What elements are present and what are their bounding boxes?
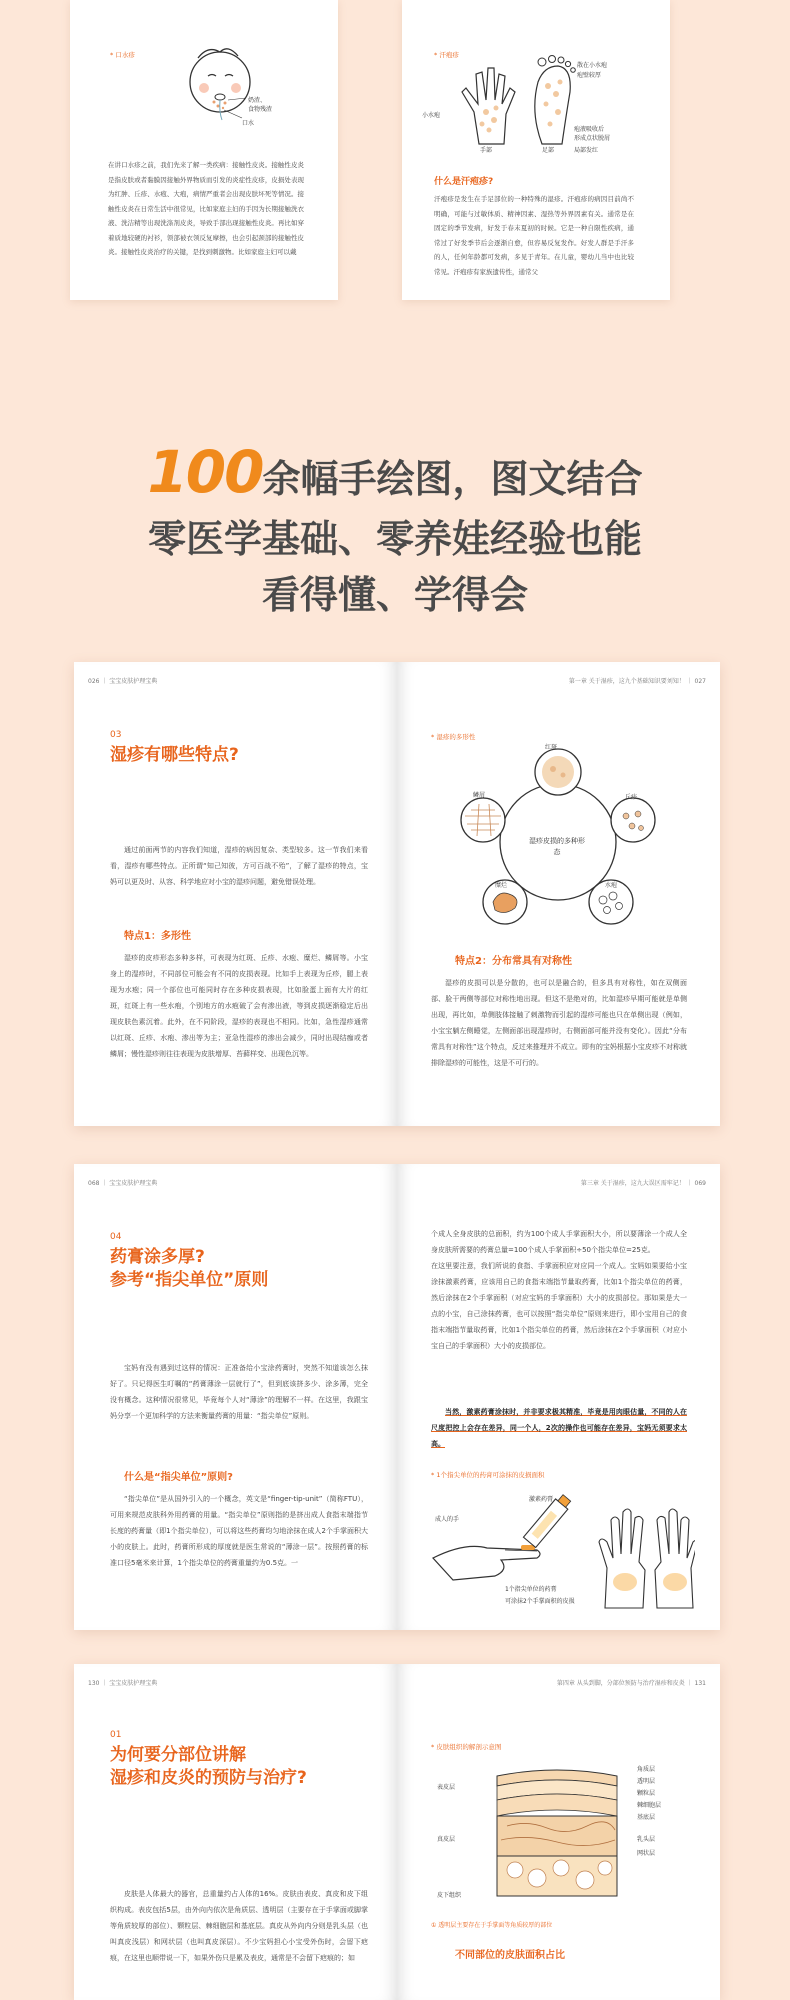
book-spread-eczema-features xyxy=(74,662,720,1126)
layer-label: 网状层 xyxy=(637,1850,656,1857)
running-head: 第一章 关于湿疹，这九个基础知识要刘知！ ｜ 027 xyxy=(568,678,706,685)
running-head: 第三章 关于湿疹，这九大误区需牢记！ ｜ 069 xyxy=(580,1180,706,1187)
continued-text: 个成人全身皮肤的总面积，约为100个成人手掌面积大小，所以要薄涂一个成人全身皮肤所需要的药膏总量=100个成人手掌面积÷50个指尖单位=25克。 在这里要注意，我们所说的食指、手掌面积应对应同一个成人。宝妈如果要给小宝涂抹激素药膏，应该用自己的食指末端指节量取药膏，比如1个指尖单位的药膏，然后涂抹在2个手掌面积（对应宝妈的手掌面积）大小的皮损部位。那如果是大一点的小宝，自己涂抹药膏，也可以按照“指尖单位”原则来进行，即小宝用自己的食指末端指节量取药膏，比如1个指尖单位的药膏，然后涂抹在2个手掌面积（对应小宝自己的手掌面积）大小的皮损部位。 xyxy=(431,1230,687,1350)
section-number: 04 xyxy=(110,1232,122,1242)
annotation: 口水 xyxy=(242,120,255,127)
point-2-heading: 特点2：分布常具有对称性 xyxy=(455,956,572,967)
emphasis-text: 当然，激素药膏涂抹时，并非要求极其精准，毕竟是用肉眼估量，不同的人在尺度把控上会存在差异，同一个人，2次的操作也可能存在差异，宝妈无须要求太高。 xyxy=(431,1408,687,1448)
body-text: 汗疱疹是发生在手足部位的一种特殊的湿疹。汗疱疹的病因目前尚不明确，可能与过敏体质、精神因素、湿热等外界因素有关。通常是在固定的季节发病，好发于春末夏初的时候。它是一种自限性疾病，通常过了好发季节后会逐渐自愈，但容易反复发作。好发人群是手汗多的人，任何年龄都可发病，多见于青年。在儿童，婴幼儿当中也比较常见。汗疱疹有家族遗传性，通常父 xyxy=(434,195,634,276)
top-left-page xyxy=(70,0,338,300)
layer-label: 表皮层 xyxy=(437,1784,456,1791)
annotation: 散在小水疱 xyxy=(577,62,608,69)
fig-label: * 湿疹的多形性 xyxy=(431,733,476,741)
top-right-page xyxy=(402,0,670,300)
section-title-line-2: 湿疹和皮炎的预防与治疗? xyxy=(110,1768,307,1788)
section-title-line-1: 药膏涂多厚? xyxy=(110,1247,205,1267)
skin-layers-diagram xyxy=(487,1756,627,1906)
annotation: 形成点状脱屑 xyxy=(574,135,611,142)
fig-label: * 1个指尖单位的药膏可涂抹的皮损面积 xyxy=(431,1471,545,1479)
annotation: 可涂抹2个手掌面积的皮损 xyxy=(505,1598,575,1605)
fig-label: * 汗疱疹 xyxy=(434,51,459,59)
annotation: 小水疱 xyxy=(422,112,441,119)
layer-label: 皮下组织 xyxy=(437,1892,462,1899)
sub-heading: 什么是“指尖单位”原则? xyxy=(124,1472,233,1483)
sub-heading: 不同部位的皮肤面积占比 xyxy=(455,1950,565,1961)
layer-label: 真皮层 xyxy=(437,1836,456,1843)
intro-text: 宝妈有没有遇到过这样的情况：正准备给小宝涂药膏时，突然不知道该怎么抹好了。只记得医生叮嘱的“药膏薄涂一层就行了”，但到底该挤多少、涂多薄，完全没有概念。这种情况很常见，毕竟每个人对“薄涂”的理解不一样。在这里，我跟宝妈分享一个更加科学的方法来衡量药膏的用量：“指尖单位”原则。 xyxy=(110,1364,368,1420)
right-page xyxy=(397,1164,720,1630)
annotation: 手部 xyxy=(480,147,493,154)
headline-line-3: 看得懂、学得会 xyxy=(261,573,528,617)
annotation: 局部发红 xyxy=(574,147,599,154)
running-head: 068 ｜ 宝宝皮肤护理宝典 xyxy=(88,1180,158,1187)
headline-line-1-text: 余幅手绘图，图文结合 xyxy=(262,457,643,501)
running-head: 026 ｜ 宝宝皮肤护理宝典 xyxy=(88,678,158,685)
section-title-line-2: 参考“指尖单位”原则 xyxy=(110,1270,269,1290)
left-page xyxy=(74,1664,397,2000)
fig-label: * 皮肤组织的解剖示意图 xyxy=(431,1743,502,1751)
annotation: 足部 xyxy=(542,147,555,154)
circle-qiuzhen xyxy=(611,798,655,842)
layer-label: 颗粒层 xyxy=(637,1790,656,1797)
headline-line-2: 零医学基础、零养娃经验也能 xyxy=(147,517,642,561)
label-mieran: 糜烂 xyxy=(495,882,508,889)
section-number: 03 xyxy=(110,730,122,740)
annotation: 奶渣、 xyxy=(248,97,267,104)
section-number: 01 xyxy=(110,1730,122,1740)
diagram-note: ① 透明层主要存在于手掌面等角质较厚的部位 xyxy=(431,1922,553,1929)
point-2-text: 湿疹的皮损可以是分散的，也可以是融合的，但多具有对称性，如在双侧面部、脸干两侧等部位对称性地出现。但这不是绝对的，比如湿疹早期可能就是单侧出现，再比如，单侧肢体接触了刺激物而引起的湿疹可能也只在单侧出现（例如，小宝宝躺左侧睡觉，左侧面部出现湿疹时，右侧面部可能并没有变化）。因此“分布常具有对称性”这个特点，反过来推理并不成立。即有的宝妈根据小宝皮疹不对称就排除湿疹的可能性，这是不可行的。 xyxy=(431,979,687,1067)
sub-text: “指尖单位”是从国外引入的一个概念，英文是“finger-tip-unit”（简称FTU），可用来规范皮肤科外用药膏的用量。“指尖单位”原则指的是挤出成人食指末端指节长度的药膏量（即1个指尖单位），可以将这些药膏均匀地涂抹在成人2个手掌面积大小的皮肤上。此时，药膏所形成的厚度就是医生常说的“薄涂一层”。按照药膏的标准口径5毫米来计算，1个指尖单位的药膏重量约为0.5克。一 xyxy=(110,1495,368,1567)
annotation: 成人的手 xyxy=(435,1516,460,1523)
subtitle: 什么是汗疱疹? xyxy=(434,177,494,187)
label-hongban: 红斑 xyxy=(545,744,558,751)
section-title: 湿疹有哪些特点? xyxy=(110,745,239,765)
section-title-line-1: 为何要分部位讲解 xyxy=(110,1745,246,1765)
annotation: 疱壁较厚 xyxy=(577,72,602,79)
point-1-heading: 特点1：多形性 xyxy=(124,931,191,942)
book-spread-fingertip-unit xyxy=(74,1164,720,1630)
body-text: 在讲口水疹之前，我们先来了解一类疾病：接触性皮炎。接触性皮炎是指皮肤或者黏膜因接触外界物质而引发的炎症性皮疹，皮损处表现为红肿、丘疹、水疱、大疱，病情严重者会出现皮肤坏死等情况。接触性皮炎在日常生活中很常见，比如家庭主妇的手因为长期接触洗衣液、洗洁精等出现洗涤剂皮炎，导致手部出现接触性皮炎。再比如穿着质地较硬的衬衫，领部被衣领反复摩擦，也会引起颈部的接触性皮炎。接触性皮炎治疗的关键，是找到刺激物。比如家庭主妇可以戴 xyxy=(108,161,304,256)
annotation: 疱液吸收后 xyxy=(574,126,605,133)
annotation: 1个指尖单位的药膏 xyxy=(505,1586,557,1593)
center-text: 湿疹皮损的多种形态 xyxy=(529,837,585,856)
label-qiuzhen: 丘疹 xyxy=(625,794,638,801)
label-shuipao: 水疱 xyxy=(605,882,618,889)
intro-text: 通过前面两节的内容我们知道，湿疹的病因复杂、类型较多。这一节我们来看看，湿疹有哪些特点。正所谓“知己知彼，方可百战不殆”，了解了湿疹的特点，宝妈可以更及时、从容、科学地应对小宝的湿疹问题，避免错误处理。 xyxy=(110,846,368,886)
intro-text: 皮肤是人体最大的器官，总重量约占人体的16%。皮肤由表皮、真皮和皮下组织构成。表皮包括5层，由外向内依次是角质层、透明层（主要存在于手掌面或脚掌等角质较厚的部位）、颗粒层、棘细胞层和基底层。真皮从外向内分则是乳头层（也叫真皮浅层）和网状层（也叫真皮深层）。不少宝妈担心小宝受外伤时，会留下疤痕，在这里也顺带说一下，如果外伤只是累及表皮，通常是不会留下疤痕的；如 xyxy=(110,1890,368,1962)
layer-label: 角质层 xyxy=(637,1766,656,1773)
right-page xyxy=(397,662,720,1126)
running-head: 130 ｜ 宝宝皮肤护理宝典 xyxy=(88,1680,158,1687)
layer-label: 乳头层 xyxy=(637,1836,656,1843)
circle-hongban xyxy=(535,749,581,795)
running-head: 第四章 从头到脚，分部位预防与治疗湿疹和皮炎 ｜ 131 xyxy=(556,1680,706,1687)
headline-number: 100 xyxy=(147,438,263,506)
annotation: 激素药膏 xyxy=(529,1496,554,1503)
right-page xyxy=(397,1664,720,2000)
left-page xyxy=(74,1164,397,1630)
point-1-text: 湿疹的皮疹形态多种多样，可表现为红斑、丘疹、水疱、糜烂、鳞屑等。小宝身上的湿疹时，不同部位可能会有不同的皮损表现。比如手上表现为丘疹，腿上表现为水疱；同一个部位也可能同时存在多种皮损表现，比如脸蛋上面有大片的红斑，红斑上有一些水疱，个别地方的水疱破了会有渗出液，等到皮损逐渐稳定后出现皮肤色素沉着。此外，在不同阶段，湿疹的表现也不相同。比如，急性湿疹通常以红斑、丘疹、水疱、渗出等为主；亚急性湿疹的渗出会减少，同时出现结痂或者鳞屑；慢性湿疹则往往表现为皮肤增厚、苔藓样变、出现色沉等。 xyxy=(110,954,368,1058)
left-page xyxy=(74,662,397,1126)
annotation: 食物残渣 xyxy=(248,106,273,113)
label-linxie: 鳞屑 xyxy=(473,792,486,799)
fig-label: * 口水疹 xyxy=(110,51,135,59)
baby-drool-illustration xyxy=(168,40,278,130)
fingertip-unit-illustration xyxy=(425,1484,695,1614)
book-spread-skin-anatomy xyxy=(74,1664,720,2000)
layer-label: 透明层 xyxy=(637,1778,656,1785)
circle-linxie xyxy=(461,798,505,842)
layer-label: 基底层 xyxy=(637,1814,656,1821)
headline-line-1 xyxy=(0,440,790,511)
layer-label: 棘细胞层 xyxy=(637,1802,662,1809)
